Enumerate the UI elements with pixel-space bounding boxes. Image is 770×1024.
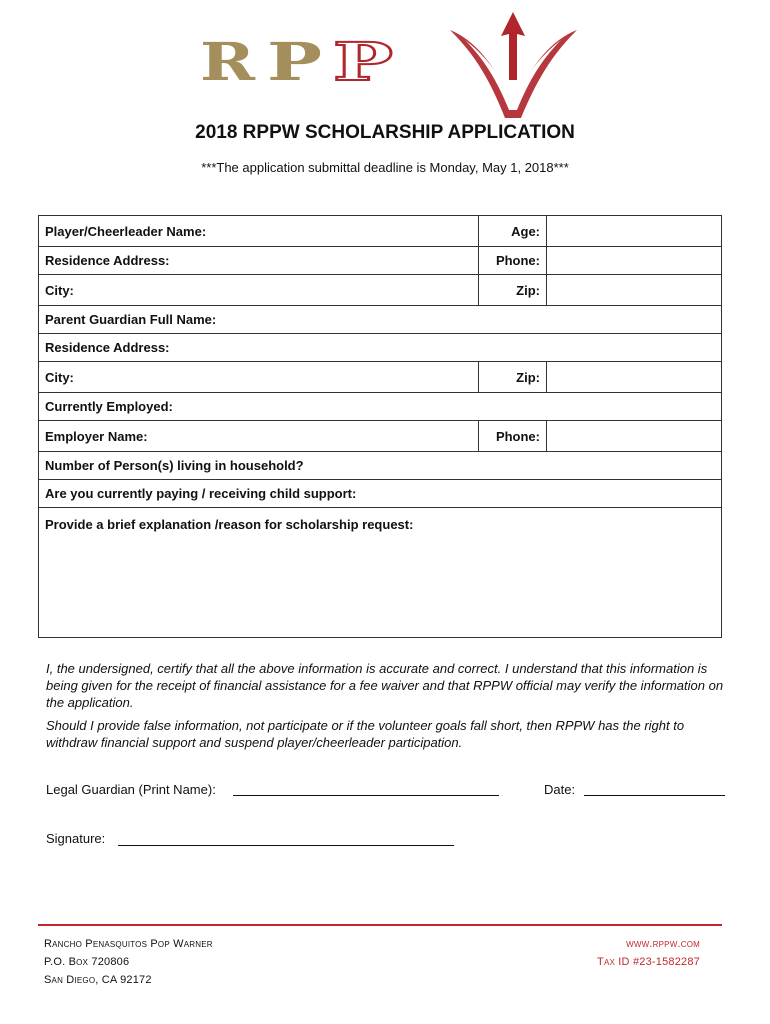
zip-field[interactable] — [547, 275, 722, 306]
footer-city: San Diego, CA 92172 — [44, 974, 152, 986]
footer-address — [44, 935, 213, 989]
phone-field[interactable] — [547, 247, 722, 275]
logo-letter-p-outline: P — [333, 32, 393, 93]
parent-zip-field[interactable] — [547, 362, 722, 393]
employer-phone-field[interactable] — [547, 421, 722, 452]
zip-label: Zip: — [479, 275, 547, 306]
residence-address-field[interactable]: Residence Address: — [39, 247, 479, 275]
date-line[interactable] — [584, 795, 725, 796]
city-field[interactable]: City: — [39, 275, 479, 306]
explanation-field[interactable]: Provide a brief explanation /reason for scholarship request: — [39, 508, 722, 638]
parent-name-field[interactable]: Parent Guardian Full Name: — [39, 306, 722, 334]
age-field[interactable] — [547, 216, 722, 247]
page-title: 2018 RPPW SCHOLARSHIP APPLICATION — [195, 122, 575, 143]
signature-line[interactable] — [118, 845, 454, 846]
guardian-name-label: Legal Guardian (Print Name): — [46, 782, 216, 797]
signature-label: Signature: — [46, 831, 106, 846]
footer-org: Rancho Penasquitos Pop Warner — [44, 938, 213, 950]
rppw-logo — [195, 10, 585, 120]
currently-employed-field[interactable]: Currently Employed: — [39, 393, 722, 421]
player-name-field[interactable]: Player/Cheerleader Name: — [39, 216, 479, 247]
application-form — [38, 215, 722, 638]
phone-label: Phone: — [479, 247, 547, 275]
logo-letter-p: P — [267, 32, 322, 93]
age-label: Age: — [479, 216, 547, 247]
household-count-field[interactable]: Number of Person(s) living in household? — [39, 452, 722, 480]
parent-city-field[interactable]: City: — [39, 362, 479, 393]
deadline-notice: ***The application submittal deadline is Monday, May 1, 2018*** — [201, 160, 569, 175]
footer-contact — [597, 935, 700, 971]
false-information-paragraph: Should I provide false information, not participate or if the volunteer goals fall short, then RPPW has the right to withdraw financial support and suspend player/cheerleader participation. — [46, 718, 685, 750]
footer-website-link[interactable]: www.rppw.com — [626, 938, 700, 950]
date-label: Date: — [544, 782, 576, 797]
parent-zip-label: Zip: — [479, 362, 547, 393]
trident-icon — [450, 12, 577, 118]
logo-letter-r: R — [200, 32, 256, 93]
guardian-name-line[interactable] — [233, 795, 499, 796]
employer-name-field[interactable]: Employer Name: — [39, 421, 479, 452]
employer-phone-label: Phone: — [479, 421, 547, 452]
certification-paragraph: I, the undersigned, certify that all the above information is accurate and correct. I understand that this information is being given for the receipt of financial assistance for a fee waiver and that RPPW official may verify the information on the application. — [46, 661, 724, 710]
parent-residence-address-field[interactable]: Residence Address: — [39, 334, 722, 362]
child-support-field[interactable]: Are you currently paying / receiving child support: — [39, 480, 722, 508]
footer-divider — [38, 924, 722, 926]
footer-po-box: P.O. Box 720806 — [44, 956, 130, 968]
footer-tax-id: Tax ID #23-1582287 — [597, 956, 700, 968]
